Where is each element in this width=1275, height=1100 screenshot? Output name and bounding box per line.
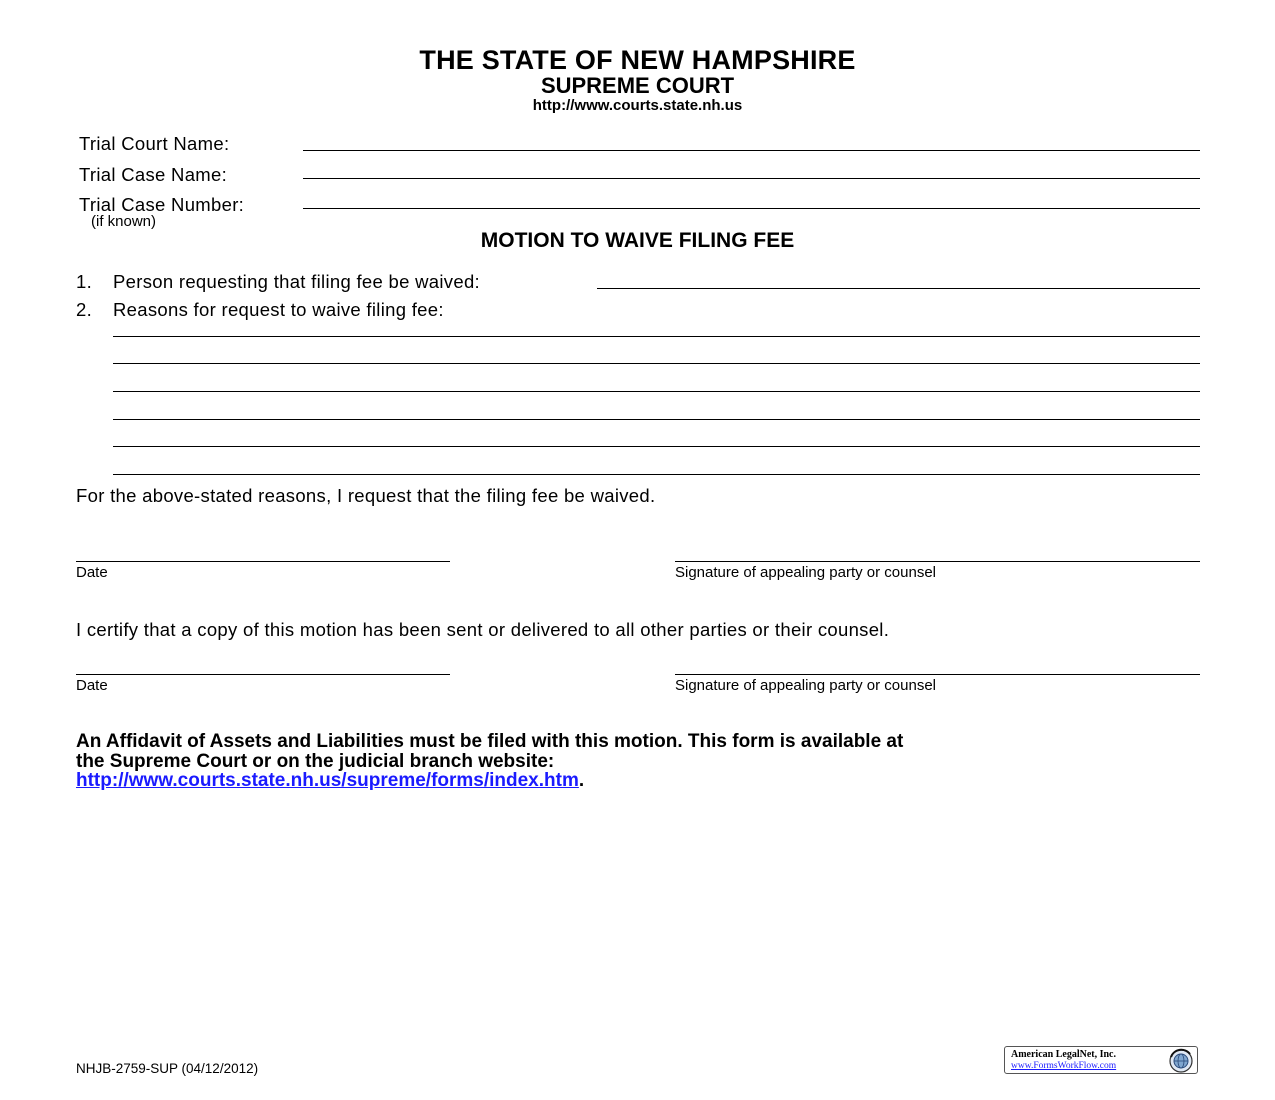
- signature-field-2[interactable]: [675, 674, 1200, 675]
- trial-case-name-label: Trial Case Name:: [79, 164, 228, 185]
- item-1-number: 1.: [76, 271, 93, 292]
- notice-link-row: [76, 771, 584, 791]
- request-statement: For the above-stated reasons, I request that the filing fee be waived.: [76, 485, 656, 506]
- notice-line-1: An Affidavit of Assets and Liabilities must be filed with this motion. This form is available at: [76, 731, 904, 752]
- reason-line[interactable]: [113, 446, 1200, 447]
- trial-court-name-field[interactable]: [303, 150, 1200, 151]
- person-requesting-field[interactable]: [597, 288, 1200, 289]
- logo-company-name: American LegalNet, Inc.: [1011, 1049, 1116, 1060]
- notice-link-suffix: .: [578, 770, 585, 791]
- logo-url[interactable]: www.FormsWorkFlow.com: [1011, 1061, 1117, 1071]
- state-title: THE STATE OF NEW HAMPSHIRE: [419, 45, 856, 75]
- reason-line[interactable]: [113, 391, 1200, 392]
- item-1-text: Person requesting that filing fee be waived:: [113, 271, 480, 292]
- date-label-1: Date: [76, 564, 108, 581]
- reason-line[interactable]: [113, 419, 1200, 420]
- item-2-text: Reasons for request to waive filing fee:: [113, 299, 444, 320]
- motion-title: MOTION TO WAIVE FILING FEE: [480, 229, 795, 252]
- item-2-number: 2.: [76, 299, 93, 320]
- form-code: NHJB-2759-SUP (04/12/2012): [76, 1061, 259, 1076]
- forms-index-link[interactable]: http://www.courts.state.nh.us/supreme/forms/index.htm: [76, 770, 579, 791]
- trial-court-name-label: Trial Court Name:: [79, 133, 230, 154]
- trial-case-number-field[interactable]: [303, 208, 1200, 209]
- reason-line[interactable]: [113, 474, 1200, 475]
- signature-label-1: Signature of appealing party or counsel: [675, 564, 937, 581]
- signature-label-2: Signature of appealing party or counsel: [675, 677, 937, 694]
- if-known-note: (if known): [91, 213, 157, 230]
- trial-case-number-label: Trial Case Number:: [79, 194, 245, 215]
- reason-line[interactable]: [113, 363, 1200, 364]
- notice-line-2: the Supreme Court or on the judicial branch website:: [76, 751, 555, 772]
- legalnet-logo[interactable]: [1004, 1046, 1198, 1074]
- reason-line[interactable]: [113, 336, 1200, 337]
- header-url: http://www.courts.state.nh.us: [532, 97, 743, 114]
- court-title: SUPREME COURT: [540, 73, 735, 98]
- date-field-1[interactable]: [76, 561, 450, 562]
- date-field-2[interactable]: [76, 674, 450, 675]
- globe-icon: [1168, 1048, 1194, 1074]
- signature-field-1[interactable]: [675, 561, 1200, 562]
- trial-case-name-field[interactable]: [303, 178, 1200, 179]
- certify-statement: I certify that a copy of this motion has been sent or delivered to all other parties or their counsel.: [76, 619, 890, 640]
- date-label-2: Date: [76, 677, 108, 694]
